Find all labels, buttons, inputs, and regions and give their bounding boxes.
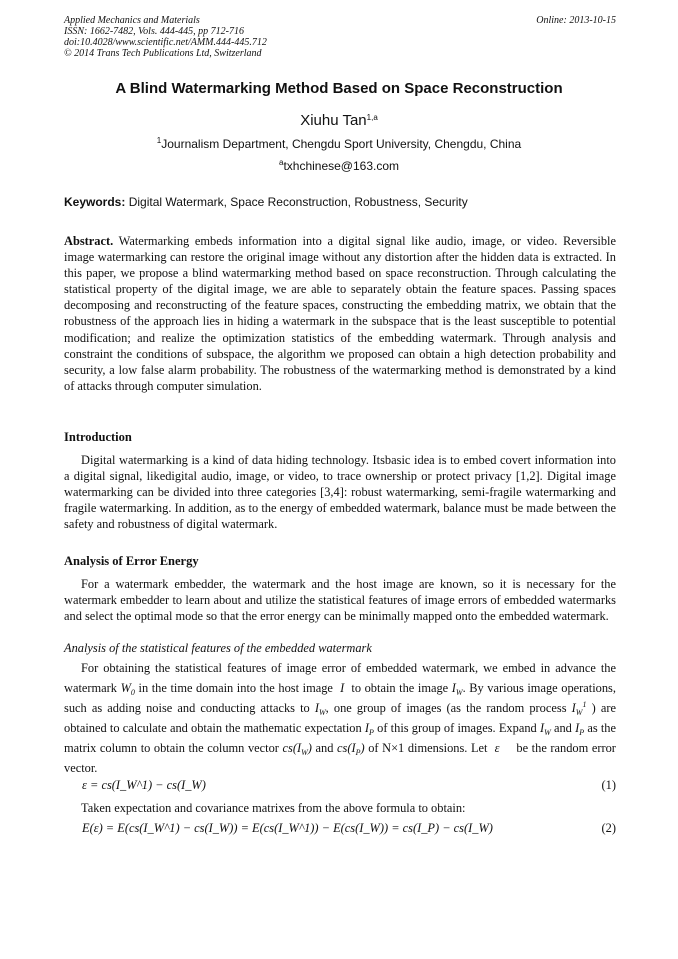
equation-2-number: (2)	[601, 821, 616, 835]
keywords	[64, 195, 616, 209]
keywords-text: Digital Watermark, Space Reconstruction, Robustness, Security	[128, 195, 468, 209]
journal-name: Applied Mechanics and Materials	[64, 15, 200, 26]
journal-doi: doi:10.4028/www.scientific.net/AMM.444-445.712	[64, 37, 267, 48]
journal-header	[64, 15, 616, 59]
error-energy-heading: Analysis of Error Energy	[64, 554, 199, 568]
statistical-features-paragraph: For obtaining the statistical features of image error of embedded watermark, we embed in advance the watermark $W_0$ in the time domain into the host image I to obtain the image $I_W$. By various image operations, such as adding noise and conducting attacks to $I_W$, one group of images (as the random process $I_W^1$ ) are obtained to calculate and obtain the mathematic expectation $I_P$ of this group of images. Expand $I_W$ and $I_P$ as the matrix column to obtain the column vector $cs(I_W)$ and $cs(I_P)$ of N×1 dimensions. Let ε⃗ be the random error vector.	[64, 661, 616, 775]
journal-issn: ISSN: 1662-7482, Vols. 444-445, pp 712-716	[64, 26, 244, 37]
math-i: I	[336, 681, 348, 695]
abstract	[64, 233, 616, 394]
math-iw: $I_W$	[314, 701, 326, 717]
author-sup: 1,a	[366, 113, 378, 122]
email-text: txhchinese@163.com	[283, 159, 400, 173]
equation-1	[82, 778, 616, 793]
math-cs-iw: $cs(I_W)$	[282, 741, 312, 757]
equation-2	[82, 821, 616, 836]
introduction-heading: Introduction	[64, 430, 132, 444]
expectation-paragraph: Taken expectation and covariance matrixes from the above formula to obtain:	[81, 801, 466, 815]
online-date: Online: 2013-10-15	[536, 15, 616, 26]
math-cs-ip: $cs(I_P)$	[337, 741, 365, 757]
author	[0, 112, 678, 129]
affiliation-text: Journalism Department, Chengdu Sport University, Chengdu, China	[161, 137, 522, 151]
journal-copyright: © 2014 Trans Tech Publications Ltd, Switzerland	[64, 48, 262, 59]
email	[0, 159, 678, 173]
abstract-text: Watermarking embeds information into a digital signal like audio, image, or video. Reversible image watermarking can restore the original image without any distortion after the hidden data is extracted. In this paper, we propose a blind watermarking method based on space reconstruction. Through calculating the statistical property of the digital image, we are able to separately obtain the feature spaces. Passing spaces decomposing and reconstructing of the feature spaces, constructing the embedding matrix, we obtain that the robustness of the approach lies in hiding a watermark in the subspace that is the least susceptible to potential modification; and realize the optimization statistics of the embedding watermark. Through analysis and constraint the conditions of subspace, the algorithm we proposed can obtain a high detection probability and security, a low false alarm probability. The robustness of the watermarking method is demonstrated by a kind of attacks through computer simulation.	[64, 234, 616, 393]
error-energy-paragraph: For a watermark embedder, the watermark and the host image are known, so it is necessary for the watermark embedder to learn about and utilize the statistical features of image errors of embedded watermarks and select the optimal mode so that the error energy can be minimally mapped onto the embedded watermark.	[64, 577, 616, 624]
abstract-label: Abstract.	[64, 234, 114, 248]
email-sup: a	[278, 158, 284, 167]
math-ip: $I_P$	[575, 721, 585, 737]
equation-1-number: (1)	[601, 778, 616, 792]
math-ip: $I_P$	[364, 721, 374, 737]
affiliation-sup: 1	[156, 136, 162, 145]
math-iw: $I_W$	[451, 681, 463, 697]
equation-1-body: ε = cs(I_W^1) − cs(I_W)	[82, 778, 206, 792]
math-iw: $I_W$	[539, 721, 551, 737]
introduction-text: Digital watermarking is a kind of data hiding technology. Itsbasic idea is to embed covert information into a digital signal, likedigital audio, image, or video, to trace ownership or protect privacy [1,2]. Digital image watermarking can be divided into three categories [3,4]: robust watermarking, semi-fragile watermarking and fragile watermarking. In addition, as to the energy of embedded watermark, balance must be made between the safety and robustness of digital watermark.	[64, 453, 616, 532]
paper-title: A Blind Watermarking Method Based on Space Reconstruction	[115, 80, 563, 97]
math-w0: $W_0$	[120, 681, 135, 697]
affiliation	[0, 137, 678, 151]
math-iw1: $I_W^1$	[571, 700, 587, 717]
keywords-label: Keywords:	[64, 195, 126, 209]
equation-2-body: E(ε) = E(cs(I_W^1) − cs(I_W)) = E(cs(I_W^1)) − E(cs(I_W)) = cs(I_P) − cs(I_W)	[82, 821, 493, 835]
math-eps: ε⃗	[491, 741, 513, 755]
author-name: Xiuhu Tan	[300, 112, 367, 129]
subsection-heading: Analysis of the statistical features of the embedded watermark	[64, 641, 372, 655]
